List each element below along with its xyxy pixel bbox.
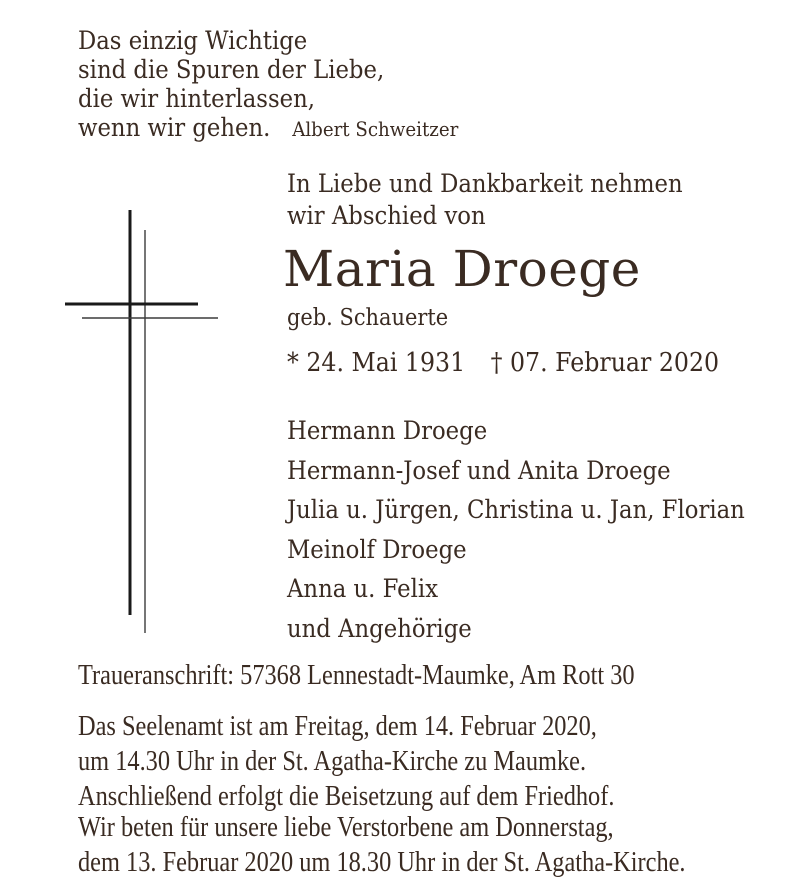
prayer-notice-line: dem 13. Februar 2020 um 18.30 Uhr in der St. Agatha-Kirche.	[78, 846, 686, 878]
quote-line: sind die Spuren der Liebe,	[78, 55, 385, 84]
quote-line: die wir hinterlassen,	[78, 84, 315, 113]
mourners-list	[287, 411, 745, 648]
quote-line-text: wenn wir gehen.	[78, 113, 271, 142]
intro-text	[287, 168, 683, 232]
quote-block	[78, 26, 458, 144]
mourner-line: Julia u. Jürgen, Christina u. Jan, Florian	[287, 495, 745, 524]
mourner-line: und Angehörige	[287, 613, 472, 643]
prayer-notice	[78, 810, 686, 880]
memorial-double-cross-icon	[60, 205, 225, 640]
service-notice-line: Anschließend erfolgt die Beisetzung auf dem Friedhof.	[78, 780, 615, 812]
deceased-name: Maria Droege	[283, 240, 641, 298]
birth-date: * 24. Mai 1931	[287, 348, 466, 378]
mourner-line: Anna u. Felix	[287, 574, 439, 603]
mourner-line: Hermann-Josef und Anita Droege	[287, 455, 671, 485]
quote-line	[78, 113, 458, 144]
life-dates	[287, 347, 719, 380]
service-notice-line: Das Seelenamt ist am Freitag, dem 14. Februar 2020,	[78, 710, 597, 742]
service-notice	[78, 709, 614, 814]
intro-line: wir Abschied von	[287, 201, 486, 230]
mourner-line: Meinolf Droege	[287, 534, 467, 564]
death-date: † 07. Februar 2020	[490, 348, 720, 378]
service-notice-line: um 14.30 Uhr in der St. Agatha-Kirche zu Maumke.	[78, 745, 587, 777]
mourning-address: Traueranschrift: 57368 Lennestadt-Maumke, Am Rott 30	[78, 659, 635, 691]
intro-line: In Liebe und Dankbarkeit nehmen	[287, 169, 683, 198]
quote-attribution: Albert Schweitzer	[292, 117, 459, 141]
prayer-notice-line: Wir beten für unsere liebe Verstorbene am Donnerstag,	[78, 811, 614, 843]
quote-line: Das einzig Wichtige	[78, 26, 308, 55]
maiden-name: geb. Schauerte	[287, 305, 449, 331]
mourner-line: Hermann Droege	[287, 416, 488, 445]
